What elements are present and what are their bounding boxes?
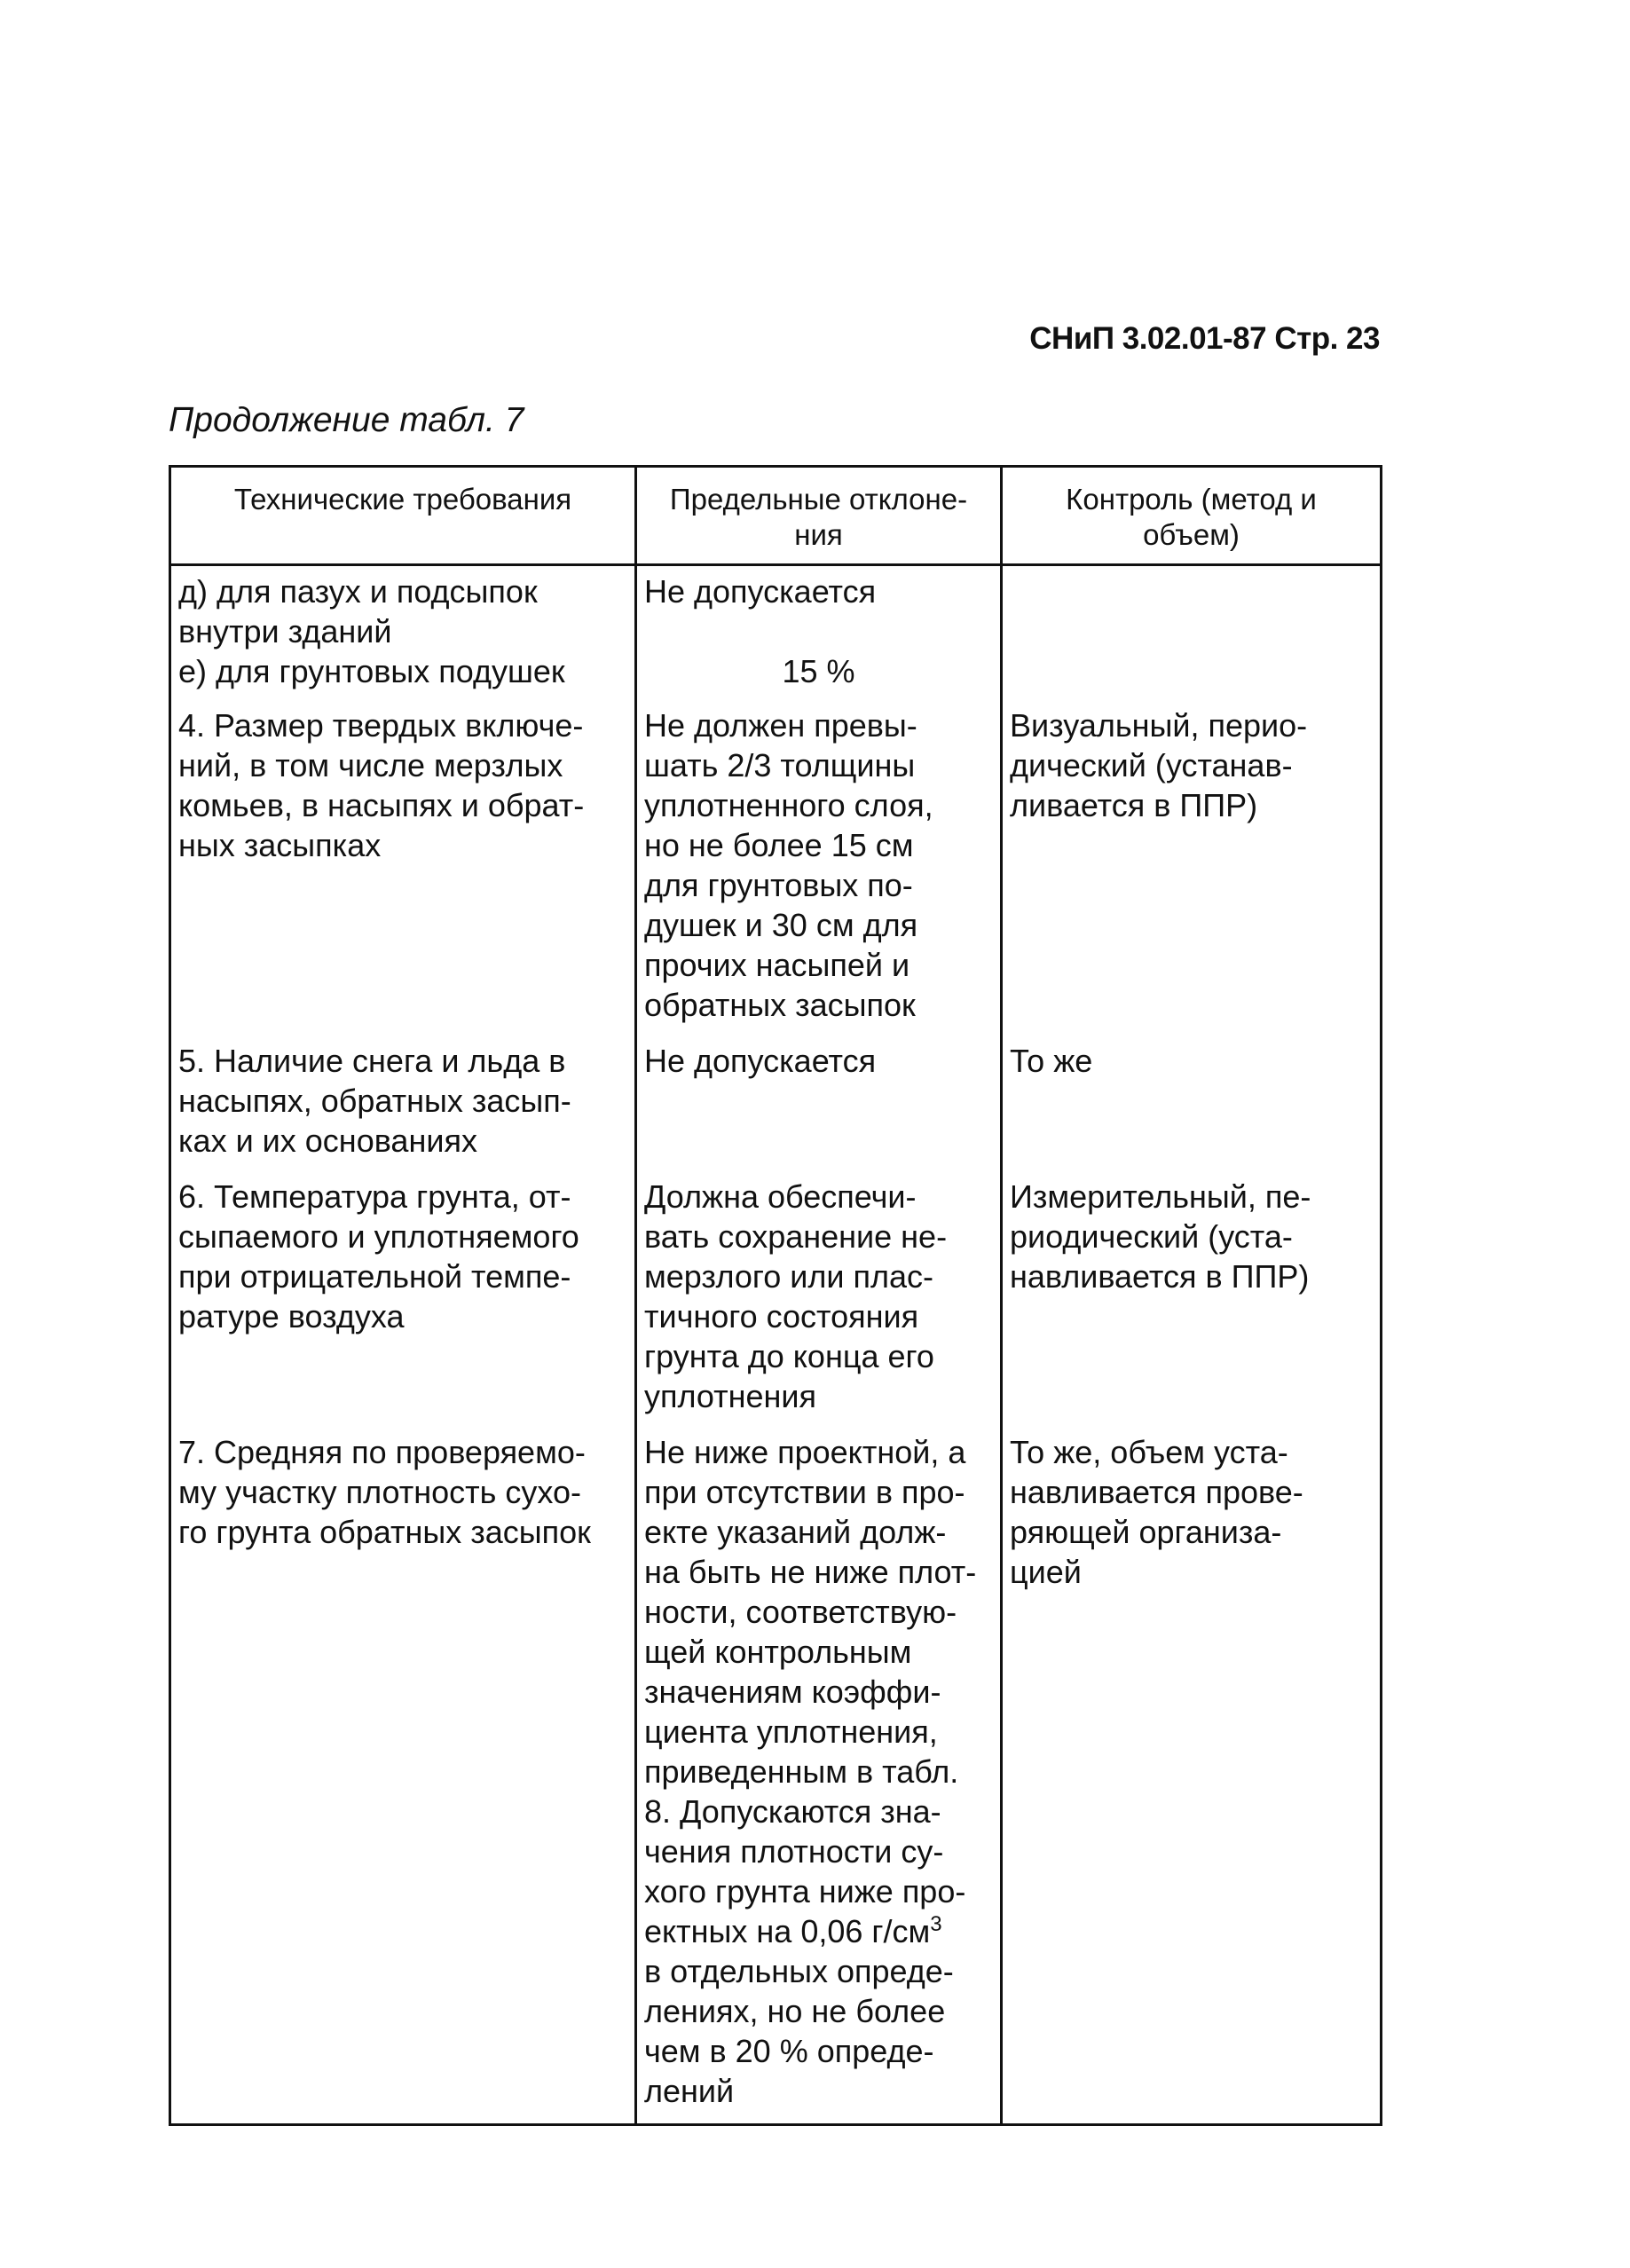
control-cell: То же <box>1002 1025 1382 1161</box>
deviation-cell: Не допускается <box>636 565 1002 652</box>
table-header-row <box>170 467 1382 565</box>
table-row <box>170 1416 1382 2125</box>
table-caption: Продолжение табл. 7 <box>169 401 524 439</box>
requirement-cell: д) для пазух и подсыпок внутри зданий <box>170 565 636 652</box>
requirement-cell: 7. Средняя по проверяемо- му участку плотность сухо- го грунта обратных засыпок <box>170 1416 636 2125</box>
table-row <box>170 1161 1382 1416</box>
requirement-cell: 4. Размер твердых включе- ний, в том числе мерзлых комьев, в насыпях и обрат- ных засыпках <box>170 691 636 1025</box>
column-header-requirements: Технические требования <box>170 467 636 565</box>
column-header-deviations: Предельные отклоне- ния <box>636 467 1002 565</box>
table-row <box>170 651 1382 691</box>
deviation-cell: Должна обеспечи- вать сохранение не- мерзлого или плас- тичного состояния грунта до конца его уплотнения <box>636 1161 1002 1416</box>
table-row <box>170 691 1382 1025</box>
requirement-cell: е) для грунтовых подушек <box>170 651 636 691</box>
deviation-cell: 15 % <box>636 651 1002 691</box>
page-header-doc-ref: СНиП 3.02.01-87 Стр. 23 <box>1029 321 1380 356</box>
control-cell <box>1002 565 1382 652</box>
requirement-cell: 5. Наличие снега и льда в насыпях, обратных засып- ках и их основаниях <box>170 1025 636 1161</box>
column-header-control: Контроль (метод и объем) <box>1002 467 1382 565</box>
control-cell: То же, объем уста- навливается прове- ряющей организа- цией <box>1002 1416 1382 2125</box>
requirement-cell: 6. Температура грунта, от- сыпаемого и уплотняемого при отрицательной темпе- ратуре воздуха <box>170 1161 636 1416</box>
deviation-cell: Не ниже проектной, а при отсутствии в про- екте указаний долж- на быть не ниже плот- ности, соответствую- щей контрольным значениям коэффи- циента уплотнения, приведенным в табл. 8. Допускаются зна- чения плотности су- хого грунта ниже про- ектных на 0,06 $г/см^3$ в отдельных опреде- лениях, но не более чем в 20 % опреде- лений <box>636 1416 1002 2125</box>
deviation-cell: Не должен превы- шать 2/3 толщины уплотненного слоя, но не более 15 см для грунтовых по- душек и 30 см для прочих насыпей и обратных засыпок <box>636 691 1002 1025</box>
table-row <box>170 565 1382 652</box>
deviation-cell: Не допускается <box>636 1025 1002 1161</box>
table-row <box>170 1025 1382 1161</box>
control-cell: Визуальный, перио- дический (устанав- ливается в ППР) <box>1002 691 1382 1025</box>
control-cell: Измерительный, пе- риодический (уста- навливается в ППР) <box>1002 1161 1382 1416</box>
requirements-table <box>169 465 1382 2126</box>
control-cell <box>1002 651 1382 691</box>
